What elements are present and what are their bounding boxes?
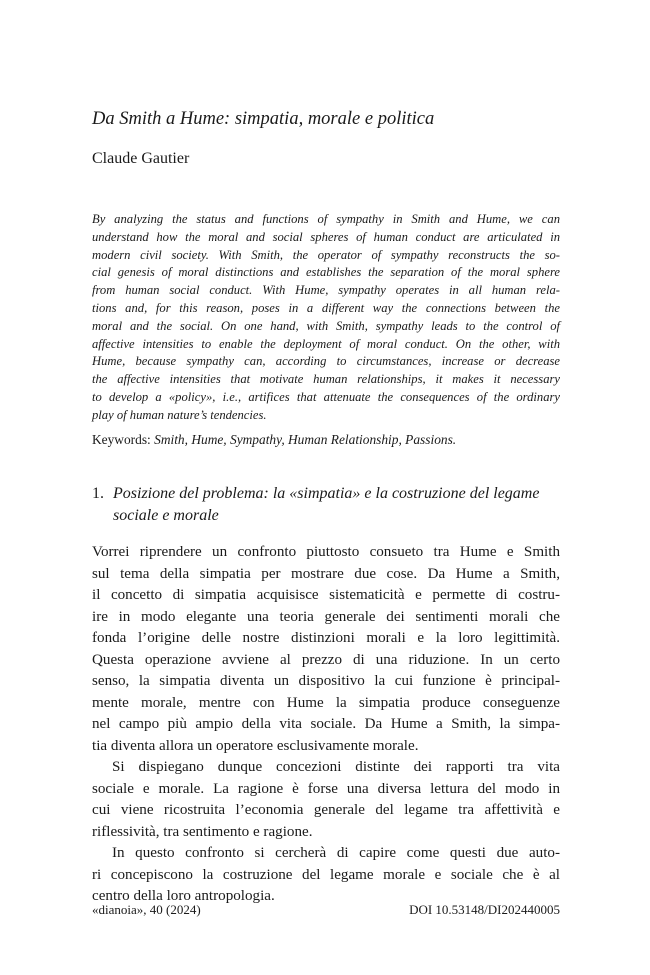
body-text [92,542,560,908]
text-line: By analyzing the status and functions of sympathy in Smith and Hume, we can [92,212,560,226]
text-line: sociale e morale. La ragione è forse una diversa lettura del modo in [92,780,560,797]
text-line: tia diventa allora un operatore esclusivamente morale. [92,737,419,754]
text-line: Vorrei riprendere un confronto piuttosto consueto tra Hume e Smith [92,544,560,560]
text-line: nel campo più ampio della vita sociale. Da Hume a Smith, la simpa- [92,716,560,732]
journal-citation: «dianoia», 40 (2024) [92,902,201,917]
text-line: to develop a «policy», i.e., artifices that attenuate the consequences of the ordinary [92,389,560,404]
keywords-label: Keywords: [92,432,151,447]
text-line: understand how the moral and social spheres of human conduct are articulated in [92,229,560,244]
text-line: ri concepiscono la costruzione del legame morale e sociale che è al [92,866,560,883]
doi: DOI 10.53148/DI202440005 [409,902,560,917]
keywords [92,431,560,449]
text-line: from human social conduct. With Hume, sympathy operates in all human rela- [92,283,560,298]
text-line: play of human nature’s tendencies. [92,407,267,422]
text-line: sul tema della simpatia per mostrare due cose. Da Hume a Smith, [92,565,560,582]
section-heading [92,483,560,527]
text-line: Si dispiegano dunque concezioni distinte dei rapporti tra vita [112,759,560,775]
text-line: Questa operazione avviene al prezzo di una riduzione. In un certo [92,651,560,668]
paragraph [92,757,560,843]
page-footer [92,902,560,918]
section-number: 1. [92,485,104,502]
text-line: centro della loro antropologia. [92,888,275,904]
abstract [92,211,560,425]
text-line: mente morale, mentre con Hume la simpatia produce conseguenze [92,694,560,711]
text-line: moral and the social. On one hand, with Smith, sympathy leads to the control of [92,318,560,333]
section-title [113,483,553,527]
text-line: fonda l’origine delle nostre distinzioni morali e la loro legittimità. [92,630,560,646]
text-line: sociale e morale [113,507,219,524]
text-line: Posizione del problema: la «simpatia» e la costruzione del legame [113,485,540,502]
text-line: affective intensities to enable the deployment of moral conduct. On the other, with [92,336,560,351]
keywords-list: Smith, Hume, Sympathy, Human Relationship, Passions. [154,432,457,447]
paragraph [92,542,560,757]
text-line: the affective intensities that motivate human relationships, it makes it necessary [92,372,560,387]
author-name: Claude Gautier [92,150,190,167]
text-line: In questo confronto si cercherà di capire come questi due auto- [112,845,560,861]
paragraph [92,843,560,908]
text-line: cial genesis of moral distinctions and establishes the separation of the moral sphere [92,265,560,280]
text-line: ire in modo elegante una teoria generale dei sentimenti morali che [92,608,560,625]
text-line: modern civil society. With Smith, the operator of sympathy reconstructs the so- [92,247,560,262]
text-line: riflessività, tra sentimento e ragione. [92,823,313,840]
text-line: Hume, because sympathy can, according to circumstances, increase or decrease [92,354,560,369]
text-line: senso, la simpatia diventa un dispositivo la cui funzione è principal- [92,673,560,689]
article-title: Da Smith a Hume: simpatia, morale e politica [92,109,435,129]
text-line: tions and, for this reason, poses in a different way the connections between the [92,300,560,315]
text-line: cui viene ricostruita l’economia generale del legame tra affettività e [92,802,560,818]
text-line: il concetto di simpatia acquisisce sistematicità e permette di costru- [92,587,560,603]
